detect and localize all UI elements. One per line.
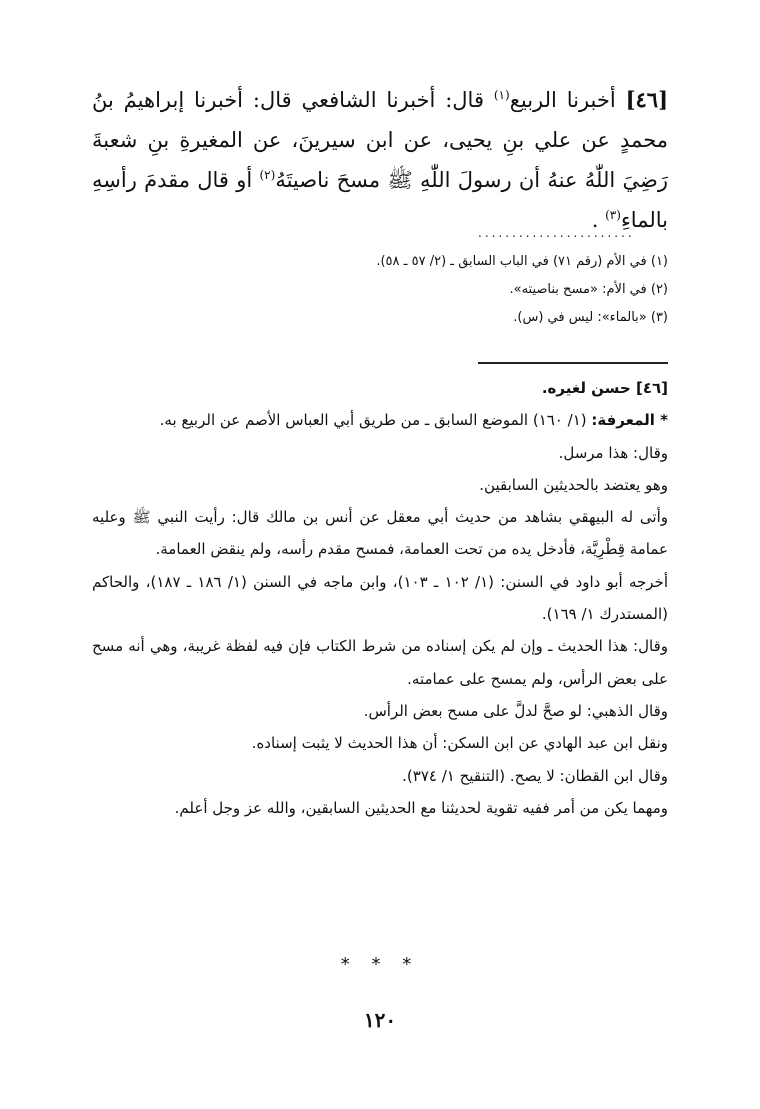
takhrij-paragraph: وقال ابن القطان: لا يصح. (التنقيح ١/ ٣٧٤). xyxy=(402,766,668,785)
takhrij-paragraph: ونقل ابن عبد الهادي عن ابن السكن: أن هذا الحديث لا يثبت إسناده. xyxy=(251,734,668,753)
takhrij-section xyxy=(92,372,668,824)
hadith-text-part: قال: أخبرنا الشافعي قال: أخبرنا إبراهيمُ بنُ محمدٍ عن علي بنِ يحيى، عن ابن سيرينَ، عن المغيرةِ بنِ شعبةَ رَضِيَ اللّٰهُ عنهُ أن رسولَ اللّٰهِ ﷺ مسحَ ناصيتَهُ xyxy=(92,88,668,192)
takhrij-paragraph: أخرجه أبو داود في السنن: (١/ ١٠٢ ـ ١٠٣)، وابن ماجه في السنن (١/ ١٨٦ ـ ١٨٧)، والحاكم (المستدرك ١/ ١٦٩). xyxy=(92,572,668,624)
footnote: (١) في الأم (رقم ٧١) في الباب السابق ـ (٢/ ٥٧ ـ ٥٨). xyxy=(376,254,668,269)
takhrij-paragraph: ومهما يكن من أمر ففيه تقوية لحديثنا مع الحديثين السابقين، والله عز وجل أعلم. xyxy=(174,798,668,817)
section-end-mark: * * * xyxy=(340,954,420,975)
page-number: ١٢٠ xyxy=(363,1008,397,1032)
takhrij-paragraph: وهو يعتضد بالحديثين السابقين. xyxy=(479,475,668,494)
footnotes xyxy=(92,248,668,332)
takhrij-paragraph: وقال: هذا مرسل. xyxy=(558,443,668,462)
hadith-number: [٤٦] xyxy=(625,87,668,112)
footnote-ref: (٢) xyxy=(259,168,276,182)
takhrij-paragraph xyxy=(92,404,668,436)
footnote-separator: ....................... xyxy=(478,226,635,240)
hadith-text-part: أو قال مقدمَ رأسِهِ بالماءِ xyxy=(92,168,668,232)
hadith-text-part: . xyxy=(591,208,606,232)
takhrij-paragraph: وأتى له البيهقي بشاهد من حديث أبي معقل عن أنس بن مالك قال: رأيت النبي ﷺ وعليه عمامة قِطْرِيَّة، فأدخل يده من تحت العمامة، فمسح مقدم رأسه، ولم ينقض العمامة. xyxy=(92,508,668,559)
takhrij-header xyxy=(92,372,668,404)
footnote-ref: (١) xyxy=(493,88,510,102)
footnote: (٣) «بالماء»: ليس في (س). xyxy=(513,310,668,325)
hadith-paragraph xyxy=(92,80,668,240)
footnote-ref: (٣) xyxy=(605,208,621,222)
hadith-text xyxy=(92,80,668,240)
takhrij-grade: حسن لغيره. xyxy=(541,379,636,397)
hadith-text-part: أخبرنا الربيع xyxy=(509,88,626,112)
source-label: * المعرفة: xyxy=(591,411,668,430)
takhrij-paragraph: وقال: هذا الحديث ـ وإن لم يكن إسناده من شرط الكتاب فإن فيه لفظة غريبة، وهي أنه مسح على بعض الرأس، ولم يمسح على عمامته. xyxy=(92,637,668,688)
takhrij-number: [٤٦] xyxy=(635,379,668,397)
source-text: (١/ ١٦٠) الموضع السابق ـ من طريق أبي العباس الأصم عن الربيع به. xyxy=(159,411,592,430)
section-divider xyxy=(478,362,668,364)
takhrij-paragraph: وقال الذهبي: لو صحَّ لدلَّ على مسح بعض الرأس. xyxy=(363,701,668,720)
footnote: (٢) في الأم: «مسح بناصيته». xyxy=(509,282,668,297)
